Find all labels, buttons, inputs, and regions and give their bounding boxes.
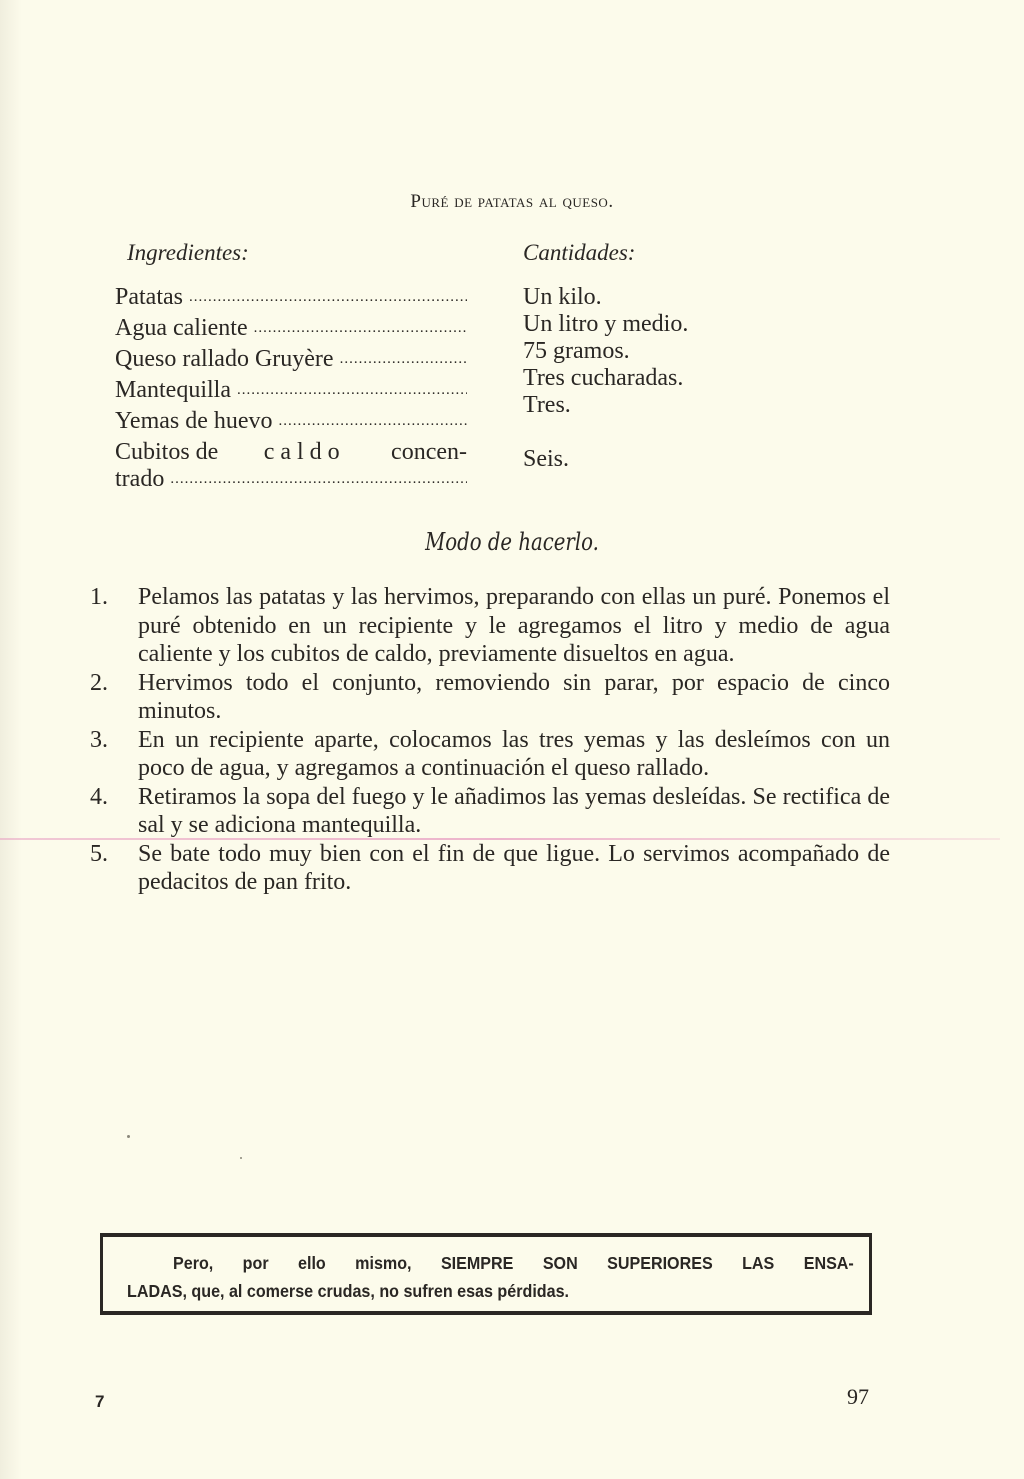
ingredient-name: Yemas de huevo (115, 408, 273, 434)
quantity: 75 gramos. (523, 338, 630, 364)
note-text (127, 1249, 854, 1305)
ingredient-row (115, 377, 467, 408)
ink-speck (127, 1135, 130, 1138)
method-heading: Modo de hacerlo. (425, 528, 599, 556)
ink-speck (240, 1157, 242, 1159)
leader-dots (279, 408, 467, 439)
ingredient-name-part: Cubitos de (115, 439, 219, 465)
step-text: Se bate todo muy bien con el fin de que ligue. Lo servimos acompañado de pedacitos de pan frito. (138, 840, 890, 895)
step-item (90, 840, 890, 897)
quantities-list (523, 284, 688, 473)
ingredient-name: Patatas (115, 284, 183, 310)
step-text: Retiramos la sopa del fuego y le añadimos las yemas desleídas. Se rectifica de sal y se adiciona mantequilla. (138, 783, 890, 838)
leader-dots (340, 346, 467, 377)
quantity-spacer (523, 419, 688, 446)
quantity: Tres cucharadas. (523, 365, 684, 391)
step-number: 1. (90, 584, 108, 610)
step-text: Pelamos las patatas y las hervimos, preparando con ellas un puré. Ponemos el puré obtenido en un recipiente y le agregamos el litro y medio de agua caliente y los cubitos de caldo, previamente disueltos en agua. (138, 584, 890, 667)
quantities-heading: Cantidades: (523, 240, 636, 265)
step-text: En un recipiente aparte, colocamos las tres yemas y las desleímos con un poco de agua, y agregamos a continuación el queso rallado. (138, 726, 890, 781)
recipe-title: Puré de patatas al queso. (410, 191, 614, 212)
ingredient-row (115, 315, 467, 346)
step-item (90, 583, 890, 669)
ingredient-row (115, 466, 467, 497)
ingredient-name: Agua caliente (115, 315, 248, 341)
leader-dots (170, 466, 467, 497)
pink-scan-line (0, 838, 1000, 840)
leader-dots (237, 377, 467, 408)
note-line-1: Pero, por ello mismo, SIEMPRE SON SUPERIORES LAS ENSA- (173, 1253, 854, 1273)
ingredients-heading: Ingredientes: (127, 240, 249, 265)
quantity: Seis. (523, 446, 570, 472)
ingredient-name: Queso rallado Gruyère (115, 346, 334, 372)
step-number: 2. (90, 669, 108, 696)
page-number: 97 (847, 1384, 869, 1409)
leader-dots (189, 284, 467, 315)
quantity: Un kilo. (523, 284, 602, 310)
ingredient-row (115, 346, 467, 377)
ingredient-name-part: concen- (391, 439, 467, 465)
ingredient-row-wrapped (115, 439, 467, 466)
note-box (100, 1233, 872, 1315)
leader-dots (254, 315, 467, 346)
step-item (90, 669, 890, 726)
signature-mark: 7 (95, 1392, 105, 1411)
ingredients-list (115, 284, 467, 497)
note-line-2: LADAS, que, al comerse crudas, no sufren esas pérdidas. (127, 1281, 570, 1301)
step-item (90, 726, 890, 783)
step-number: 3. (90, 726, 108, 753)
ingredient-name: trado (115, 466, 165, 492)
ingredient-row (115, 408, 467, 439)
steps-list (90, 583, 890, 897)
ingredient-name: Mantequilla (115, 377, 231, 403)
step-item (90, 783, 890, 840)
ingredient-name-part: caldo (263, 439, 346, 465)
quantity: Tres. (523, 392, 571, 418)
page-edge-shadow (0, 0, 22, 1479)
step-number: 4. (90, 783, 108, 810)
step-text: Hervimos todo el conjunto, removiendo sin parar, por espacio de cinco minutos. (138, 669, 890, 724)
ingredient-row (115, 284, 467, 315)
step-number: 5. (90, 840, 108, 867)
quantity: Un litro y medio. (523, 311, 689, 337)
